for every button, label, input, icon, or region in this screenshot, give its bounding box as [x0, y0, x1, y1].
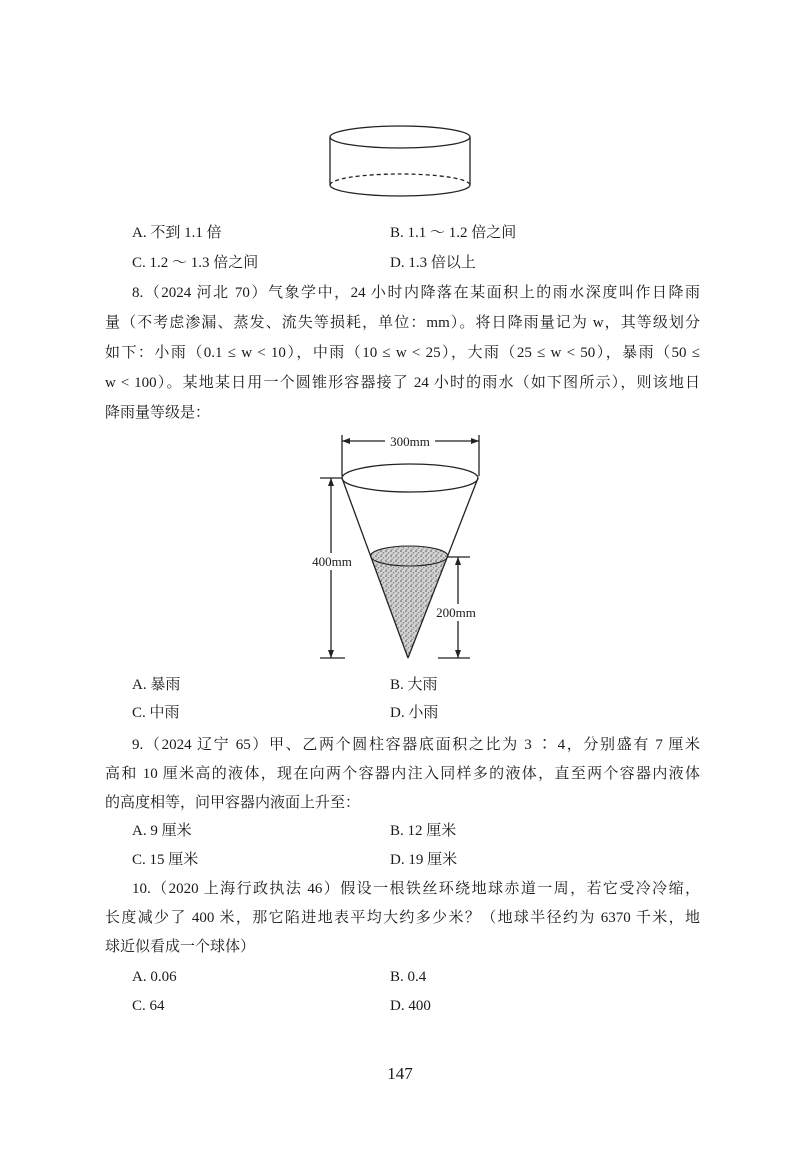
- q8-option-c: C. 中雨: [132, 705, 180, 721]
- cylinder-top-face: [330, 126, 470, 148]
- q8-line-1: 8.（2024 河北 70）气象学中，24 小时内降落在某面积上的雨水深度叫作日降雨: [132, 285, 700, 301]
- q9-line-2: 高和 10 厘米高的液体，现在向两个容器内注入同样多的液体，直至两个容器内液体: [105, 766, 700, 782]
- q7-option-b: B. 1.1 ～ 1.2 倍之间: [390, 225, 517, 241]
- q9-line-1: 9.（2024 辽宁 65）甲、乙两个圆柱容器底面积之比为 3 ∶ 4，分别盛有 7 厘米: [132, 737, 700, 753]
- q7-option-c: C. 1.2 ～ 1.3 倍之间: [132, 255, 259, 271]
- page-number: 147: [387, 1064, 413, 1083]
- water-label: 200mm: [436, 605, 476, 620]
- q10-option-c: C. 64: [132, 998, 165, 1014]
- q8-line-2: 量（不考虑渗漏、蒸发、流失等损耗，单位：mm）。将日降雨量记为 w，其等级划分: [105, 315, 700, 331]
- q8-option-d: D. 小雨: [390, 705, 439, 721]
- q9-line-3: 的高度相等，问甲容器内液面上升至：: [105, 795, 361, 811]
- q9-option-b: B. 12 厘米: [390, 823, 457, 839]
- q9-option-d: D. 19 厘米: [390, 852, 458, 868]
- q10-option-d: D. 400: [390, 998, 431, 1014]
- q10-line-3: 球近似看成一个球体）: [105, 939, 256, 955]
- q8-option-b: B. 大雨: [390, 677, 438, 693]
- q7-option-a: A. 不到 1.1 倍: [132, 225, 222, 241]
- cone-top-opening: [342, 464, 478, 492]
- q8-line-4: w < 100）。某地某日用一个圆锥形容器接了 24 小时的雨水（如下图所示），则该地日: [105, 375, 700, 391]
- cone-figure: [295, 425, 495, 670]
- q10-line-2: 长度减少了 400 米，那它陷进地表平均大约多少米？（地球半径约为 6370 千米，地: [105, 910, 700, 926]
- q10-option-a: A. 0.06: [132, 969, 177, 985]
- cylinder-figure: [320, 120, 480, 210]
- water-surface: [371, 546, 448, 566]
- q8-line-5: 降雨量等级是：: [105, 405, 211, 421]
- height-label: 400mm: [312, 554, 352, 569]
- q9-option-a: A. 9 厘米: [132, 823, 192, 839]
- q9-option-c: C. 15 厘米: [132, 852, 199, 868]
- cylinder-bottom-front-edge: [330, 185, 470, 196]
- q10-line-1: 10.（2020 上海行政执法 46）假设一根铁丝环绕地球赤道一周，若它受冷冷缩，: [132, 881, 700, 897]
- q8-line-3: 如下：小雨（0.1 ≤ w < 10），中雨（10 ≤ w < 25），大雨（25 ≤ w < 50），暴雨（50 ≤: [105, 345, 700, 361]
- diameter-label: 300mm: [390, 434, 430, 449]
- q7-option-d: D. 1.3 倍以上: [390, 255, 476, 271]
- cylinder-bottom-back-edge: [330, 174, 470, 185]
- q8-option-a: A. 暴雨: [132, 677, 181, 693]
- q10-option-b: B. 0.4: [390, 969, 427, 985]
